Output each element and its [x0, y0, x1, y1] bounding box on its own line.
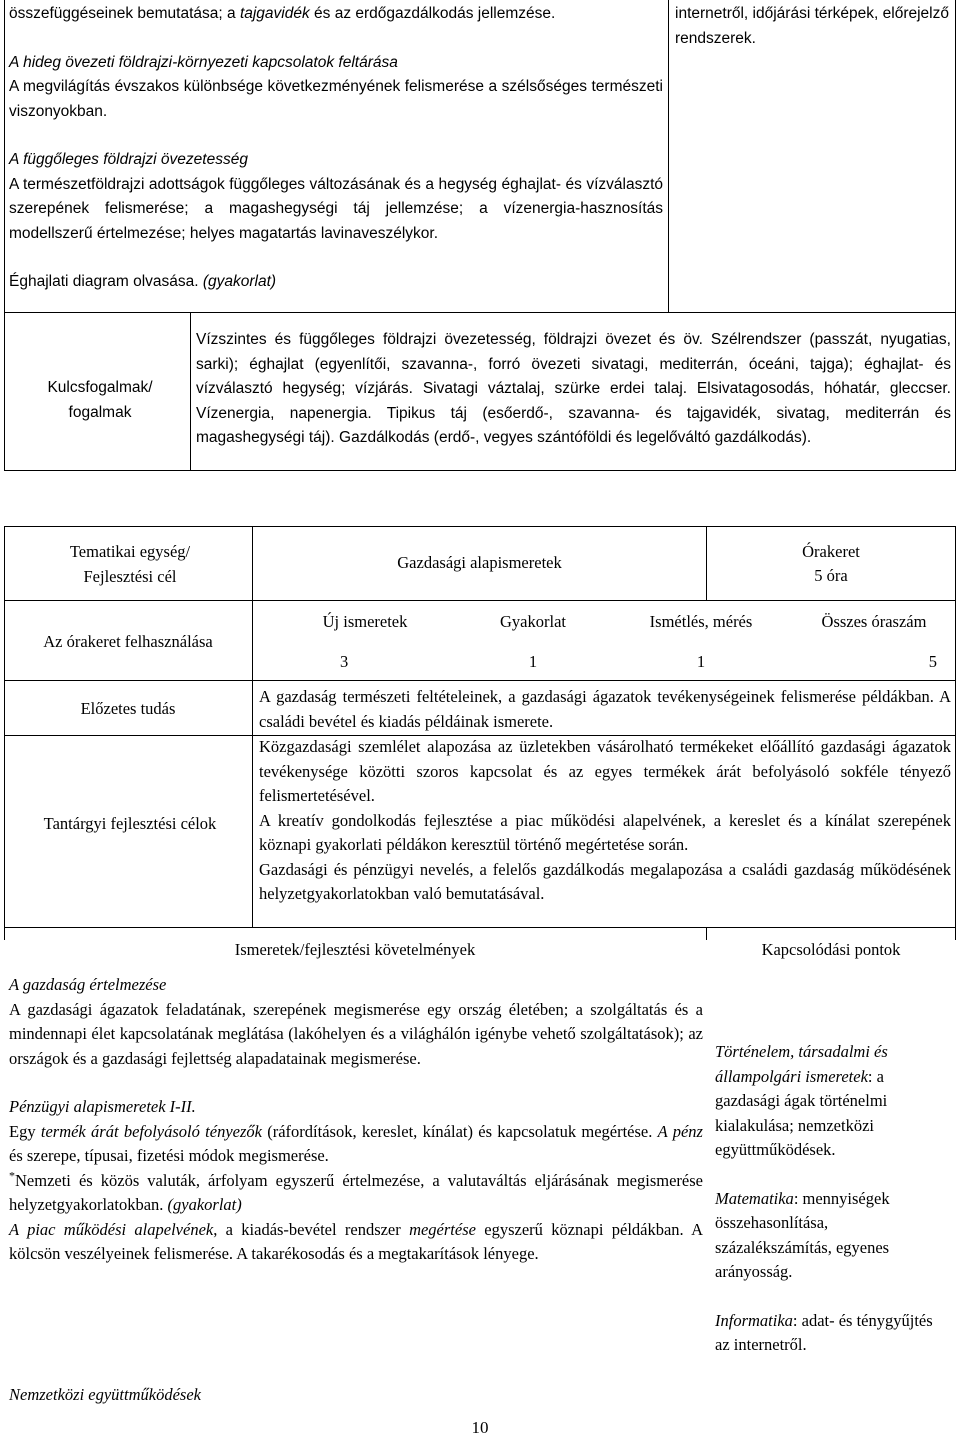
celok-paragraph-1: Közgazdasági szemlélet alapozása az üzletekben vásárolható termékeket előállító gazdasági ágazatok tevékenysége közötti szoros kapcsolat és az egyes termékek árát befolyásoló sokféle tényező felismertetésével. [259, 737, 951, 805]
top-right-content: internetről, időjárási térképek, előrejelző rendszerek. [675, 5, 949, 47]
celok-label: Tantárgyi fejlesztési célok [43, 814, 217, 833]
top-left-content [9, 2, 663, 295]
top-paragraph-4: Éghajlati diagram olvasása. (gyakorlat) [9, 273, 277, 290]
hours-header-ismetles: Ismétlés, mérés [649, 612, 753, 631]
kulcs-text: Vízszintes és függőleges földrajzi övezetesség, földrajzi övezet és öv. Szélrendszer (passzát, nyugatias, sarki); éghajlat (egyenlítői, szavanna-, forró övezeti sivatagi, mediterrán, óceáni, tajga); éghajlat- és vízválasztó hegység; vízjárás. Sivatagi váztalaj, szürke erdei talaj. Elsivatagosodás, hóhatár, gleccser. Vízenergia, napenergia. Tipikus táj (esőerdő-, szavanna- és tajgavidék, sivatag, mediterrán és magashegységi táj). Gazdálkodás (erdő-, vegyes szántóföldi és legelőváltó gazdálkodás). [196, 331, 951, 446]
top-right-border [955, 0, 956, 470]
kapcs-matematika: Matematika: mennyiségek összehasonlítása, százalékszámítás, egyenes arányosság. [715, 1188, 890, 1281]
ismeretek-heading-penzugyi: Pénzügyi alapismeretek I-II. [9, 1097, 196, 1116]
unit-row4-border [4, 927, 956, 928]
unit-right-border [955, 526, 956, 940]
top-paragraph-2: A megvilágítás évszakos különbsége következményének felismerése a szélsőséges természeti viszonyokban. [9, 78, 663, 120]
hours-value-gyakorlat: 1 [528, 652, 538, 671]
hours-value-ismetles: 1 [696, 652, 706, 671]
ismeretek-heading-gazdasag: A gazdaság értelmezése [9, 975, 167, 994]
top-mid-border [668, 0, 669, 312]
hours-value-uj: 3 [340, 652, 349, 671]
unit-row1-border [4, 600, 956, 601]
celok-text [259, 735, 951, 907]
top-heading-hideg: A hideg övezeti földrajzi-környezeti kapcsolatok feltárása [9, 53, 398, 71]
orakeret-value: 5 óra [814, 566, 848, 585]
celok-paragraph-3: Gazdasági és pénzügyi nevelés, a felelős gazdálkodás megalapozása a családi gazdaság működésének helyzetgyakorlatokban való bemutatásával. [259, 859, 951, 903]
kapcs-informatika: Informatika: adat- és ténygyűjtés az internetről. [715, 1310, 933, 1354]
kapcs-tortenelem: Történelem, társadalmi és állampolgári ismeretek: a gazdasági ágak történelmi kialakulása; nemzetközi együttműködések. [715, 1042, 888, 1159]
ismeretek-content [9, 973, 703, 1267]
ismeretek-header: Ismeretek/fejlesztési követelmények [234, 940, 476, 959]
ismeretek-paragraph-4: A piac működési alapelvének, a kiadás-bevétel rendszer megértése egyszerű köznapi példákban. A kölcsön veszélyeinek felismerése. A takarékosodás és a megtakarítások lényege. [9, 1219, 703, 1263]
hours-header-uj: Új ismeretek [322, 612, 408, 631]
kulcs-bottom-border [4, 470, 956, 471]
ismeretek-paragraph-2: Egy termék árát befolyásoló tényezők (ráfordítások, kereslet, kínálat) és kapcsolatuk megértése. A pénz és szerepe, típusai, fizetési módok megismerése. [9, 1121, 703, 1165]
ismeretek-heading-nemzetkozi: Nemzetközi együttműködések [9, 1385, 201, 1404]
tematikai-label: Tematikai egység/ Fejlesztési cél [69, 542, 191, 586]
kulcs-mid-border [190, 312, 191, 470]
hours-value-osszes: 5 [928, 652, 937, 671]
top-paragraph-1: összefüggéseinek bemutatása; a tajgavidék és az erdőgazdálkodás jellemzése. [9, 5, 556, 22]
kapcsolodasi-content [715, 1040, 947, 1358]
unit-top-border [4, 526, 956, 527]
unit-label-col-border [252, 526, 253, 927]
top-heading-fuggoleges: A függőleges földrajzi övezetesség [9, 151, 248, 168]
ismeretek-paragraph-1: A gazdasági ágazatok feladatának, szerepének megismerése egy ország életében; a szolgáltatás és a mindennapi élet kapcsolatának meglátása (lakóhelyen és a világhálón igénybe vehető szolgáltatások); az országok és a gazdasági fejlettség alapadatainak megismerése. [9, 999, 703, 1068]
elozetes-label: Előzetes tudás [80, 699, 176, 718]
top-left-border [4, 0, 5, 470]
hours-header-osszes: Összes óraszám [821, 612, 927, 631]
orakeret-label: Órakeret [802, 542, 860, 561]
kulcs-top-border [4, 312, 956, 313]
celok-paragraph-2: A kreatív gondolkodás fejlesztése a piac működési alapelvének, a kereslet és a kínálat szerepének köznapi gyakorlati példákon keresztül történő megértetése során. [259, 810, 951, 854]
kulcs-label: Kulcsfogalmak/ fogalmak [47, 379, 153, 421]
top-paragraph-3: A természetföldrajzi adottságok függőleges változásának és a hegység éghajlat- és vízválasztó szerepének felismerése; a magashegységi táj jellemzése; a vízenergia-hasznosítás modellszerű értelmezése; helyes magatartás lavinaveszélykor. [9, 175, 663, 242]
kapcsolodasi-header: Kapcsolódási pontok [761, 940, 901, 959]
felhasznalas-label: Az órakeret felhasználása [43, 632, 213, 651]
ismeretek-paragraph-3: *Nemzeti és közös valuták, árfolyam egyszerű értelmezése, a valutaváltás eljárásának megismerése helyzetgyakorlatokban. (gyakorlat) [9, 1168, 703, 1214]
elozetes-text: A gazdaság természeti feltételeinek, a gazdasági ágazatok tevékenységeinek felismerése példákban. A családi bevétel és kiadás példáinak ismerete. [259, 687, 951, 731]
unit-row2-border [4, 680, 956, 681]
unit-title: Gazdasági alapismeretek [397, 553, 562, 572]
unit-left-border [4, 526, 5, 940]
hours-header-gyakorlat: Gyakorlat [500, 612, 566, 631]
page-number: 10 [471, 1418, 489, 1437]
